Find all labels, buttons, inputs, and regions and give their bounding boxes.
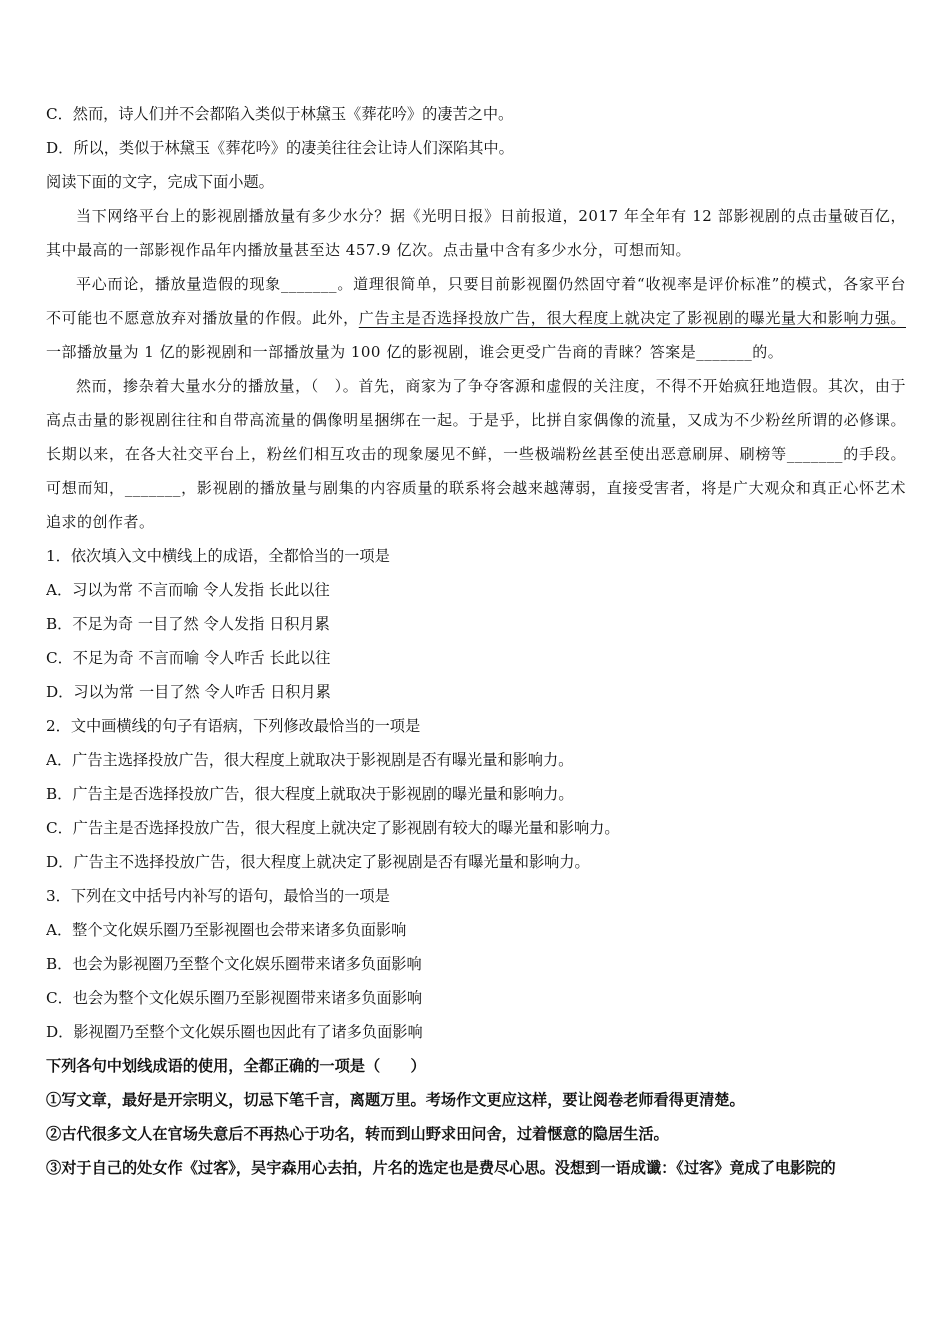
option-d-prev: D．所以，类似于林黛玉《葬花吟》的凄美往往会让诗人们深陷其中。 xyxy=(46,139,514,157)
question-option: B．广告主是否选择投放广告，很大程度上就取决于影视剧的曝光量和影响力。 xyxy=(46,785,574,803)
passage-p2-before: 平心而论，播放量造假的现象_______。道理很简单，只要目前影视圈仍然固守着“收视率是评价标准”的模式，各家平台不可能也不愿意放弃对播放量的作假。此外， xyxy=(46,275,906,327)
question-option: D．广告主不选择投放广告，很大程度上就决定了影视剧是否有曝光量和影响力。 xyxy=(46,853,590,871)
reading-instruction: 阅读下面的文字，完成下面小题。 xyxy=(46,173,274,191)
option-c-prev: C．然而，诗人们并不会都陷入类似于林黛玉《葬花吟》的凄苦之中。 xyxy=(46,105,514,123)
idiom-question xyxy=(46,1049,906,1185)
question-option: A．习以为常 不言而喻 令人发指 长此以往 xyxy=(46,581,330,599)
question-option: C．广告主是否选择投放广告，很大程度上就决定了影视剧有较大的曝光量和影响力。 xyxy=(46,819,620,837)
question-option: D．习以为常 一目了然 令人咋舌 日积月累 xyxy=(46,683,331,701)
idiom-item-3: ③对于自己的处女作《过客》，吴宇森用心去拍，片名的选定也是费尽心思。没想到一语成谶：《过客》竟成了电影院的 xyxy=(46,1159,836,1177)
question-option: C．不足为奇 不言而喻 令人咋舌 长此以往 xyxy=(46,649,331,667)
question-option: B．也会为影视圈乃至整个文化娱乐圈带来诸多负面影响 xyxy=(46,955,422,973)
question-option: D．影视圈乃至整个文化娱乐圈也因此有了诸多负面影响 xyxy=(46,1023,423,1041)
passage-paragraph-1: 当下网络平台上的影视剧播放量有多少水分？据《光明日报》日前报道，2017 年全年有 12 部影视剧的点击量破百亿，其中最高的一部影视作品年内播放量甚至达 457.9 亿次。点击量中含有多少水分，可想而知。 xyxy=(46,207,906,259)
passage-p2-after: 一部播放量为 1 亿的影视剧和一部播放量为 100 亿的影视剧，谁会更受广告商的青睐？答案是_______的。 xyxy=(46,343,784,361)
underlined-sentence: 广告主是否选择投放广告，很大程度上就决定了影视剧的曝光量大和影响力强。 xyxy=(358,309,906,327)
question-2 xyxy=(46,709,906,879)
question-option: C．也会为整个文化娱乐圈乃至影视圈带来诸多负面影响 xyxy=(46,989,423,1007)
question-option: A．整个文化娱乐圈乃至影视圈也会带来诸多负面影响 xyxy=(46,921,407,939)
idiom-item-1: ①写文章，最好是开宗明义，切忌下笔千言，离题万里。考场作文更应这样，要让阅卷老师看得更清楚。 xyxy=(46,1091,745,1109)
passage-paragraph-2 xyxy=(46,267,906,369)
idiom-question-stem: 下列各句中划线成语的使用，全都正确的一项是（ ） xyxy=(46,1057,426,1075)
question-stem: 3．下列在文中括号内补写的语句，最恰当的一项是 xyxy=(46,887,390,905)
question-stem: 1．依次填入文中横线上的成语，全都恰当的一项是 xyxy=(46,547,390,565)
passage-paragraph-3: 然而，掺杂着大量水分的播放量，（ ）。首先，商家为了争夺客源和虚假的关注度，不得不开始疯狂地造假。其次，由于高点击量的影视剧往往和自带高流量的偶像明星捆绑在一起。于是乎，比拼自家偶像的流量，又成为不少粉丝所谓的必修课。长期以来，在各大社交平台上，粉丝们相互攻击的现象屡见不鲜，一些极端粉丝甚至使出恶意刷屏、刷榜等_______的手段。可想而知，_______，影视剧的播放量与剧集的内容质量的联系将会越来越薄弱，直接受害者，将是广大观众和真正心怀艺术追求的创作者。 xyxy=(46,377,906,531)
question-1 xyxy=(46,539,906,709)
exam-page xyxy=(46,97,906,1185)
question-3 xyxy=(46,879,906,1049)
question-option: B．不足为奇 一目了然 令人发指 日积月累 xyxy=(46,615,330,633)
question-option: A．广告主选择投放广告，很大程度上就取决于影视剧是否有曝光量和影响力。 xyxy=(46,751,574,769)
question-stem: 2．文中画横线的句子有语病，下列修改最恰当的一项是 xyxy=(46,717,421,735)
idiom-item-2: ②古代很多文人在官场失意后不再热心于功名，转而到山野求田问舍，过着惬意的隐居生活。 xyxy=(46,1125,669,1143)
